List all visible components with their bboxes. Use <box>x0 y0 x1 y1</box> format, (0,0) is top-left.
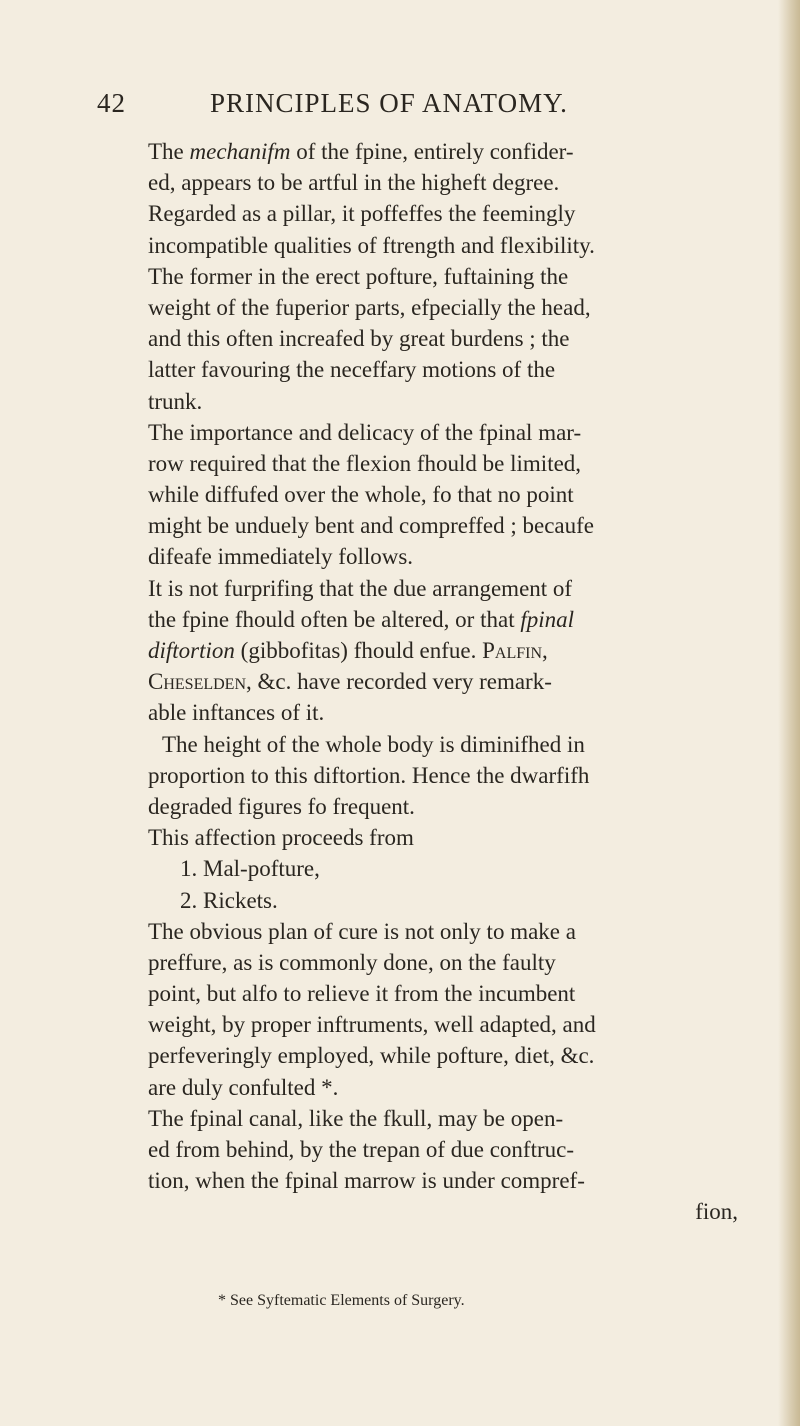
text-line: weight of the fuperior parts, efpecially the head, <box>148 294 591 320</box>
text-line: ed, appears to be artful in the higheft degree. <box>148 170 560 196</box>
text-line: It is not furprifing that the due arrangement of <box>148 575 573 601</box>
text-line: difeafe immediately follows. <box>148 544 414 570</box>
text-line: weight, by proper inftruments, well adapted, and <box>148 1012 596 1038</box>
body-text <box>148 136 748 1228</box>
text-line: This affection proceeds from <box>148 825 414 851</box>
text-line: might be unduely bent and compreffed ; becaufe <box>148 513 594 539</box>
text-line: tion, when the fpinal marrow is under compref- <box>148 1168 585 1194</box>
text-line: while diffufed over the whole, fo that no point <box>148 482 574 508</box>
author-name: Palfin, <box>482 638 548 663</box>
text-line: The mechanifm of the fpine, entirely confider- <box>148 139 574 164</box>
footnote: * See Syftematic Elements of Surgery. <box>218 1292 465 1309</box>
page-number: 42 <box>97 88 126 118</box>
running-head: PRINCIPLES OF ANATOMY. <box>210 88 568 118</box>
text-line: point, but alfo to relieve it from the incumbent <box>148 981 576 1007</box>
text-line: The former in the erect pofture, fuftaining the <box>148 263 569 289</box>
text-line: preffure, as is commonly done, on the faulty <box>148 949 556 975</box>
page-edge-shadow <box>778 0 800 1426</box>
text-line: The height of the whole body is diminifhed in <box>162 731 585 757</box>
list-item: 1. Mal-pofture, <box>180 856 320 882</box>
text-line: The obvious plan of cure is not only to make a <box>148 918 576 944</box>
text-line: incompatible qualities of ftrength and flexibility. <box>148 232 595 258</box>
text-line: are duly confulted *. <box>148 1074 339 1100</box>
text-line: Cheselden, &c. have recorded very remark- <box>148 669 552 695</box>
text-line: ed from behind, by the trepan of due conftruc- <box>148 1137 574 1162</box>
text-line: able inftances of it. <box>148 700 325 726</box>
text-line: and this often increafed by great burdens ; the <box>148 326 570 352</box>
author-name: Cheselden, <box>148 669 252 695</box>
text-line: degraded figures fo frequent. <box>148 793 415 819</box>
text-line: latter favouring the neceffary motions of the <box>148 357 556 383</box>
catchword: fion, <box>695 1199 738 1225</box>
text-line: The importance and delicacy of the fpinal mar- <box>148 419 582 445</box>
text-line: the fpine fhould often be altered, or that fpinal <box>148 606 575 632</box>
text-line: perfeveringly employed, while pofture, diet, &c. <box>148 1043 595 1069</box>
text-line: row required that the flexion fhould be limited, <box>148 450 582 476</box>
list-item: 2. Rickets. <box>180 887 278 913</box>
text-line: The fpinal canal, like the fkull, may be open- <box>148 1105 564 1131</box>
text-line: diftortion (gibbofitas) fhould enfue. Palfin, <box>148 638 548 663</box>
text-line: Regarded as a pillar, it poffeffes the feemingly <box>148 201 576 227</box>
text-line: trunk. <box>148 388 203 414</box>
text-line: proportion to this diftortion. Hence the dwarfifh <box>148 762 590 788</box>
page-header <box>0 88 800 124</box>
